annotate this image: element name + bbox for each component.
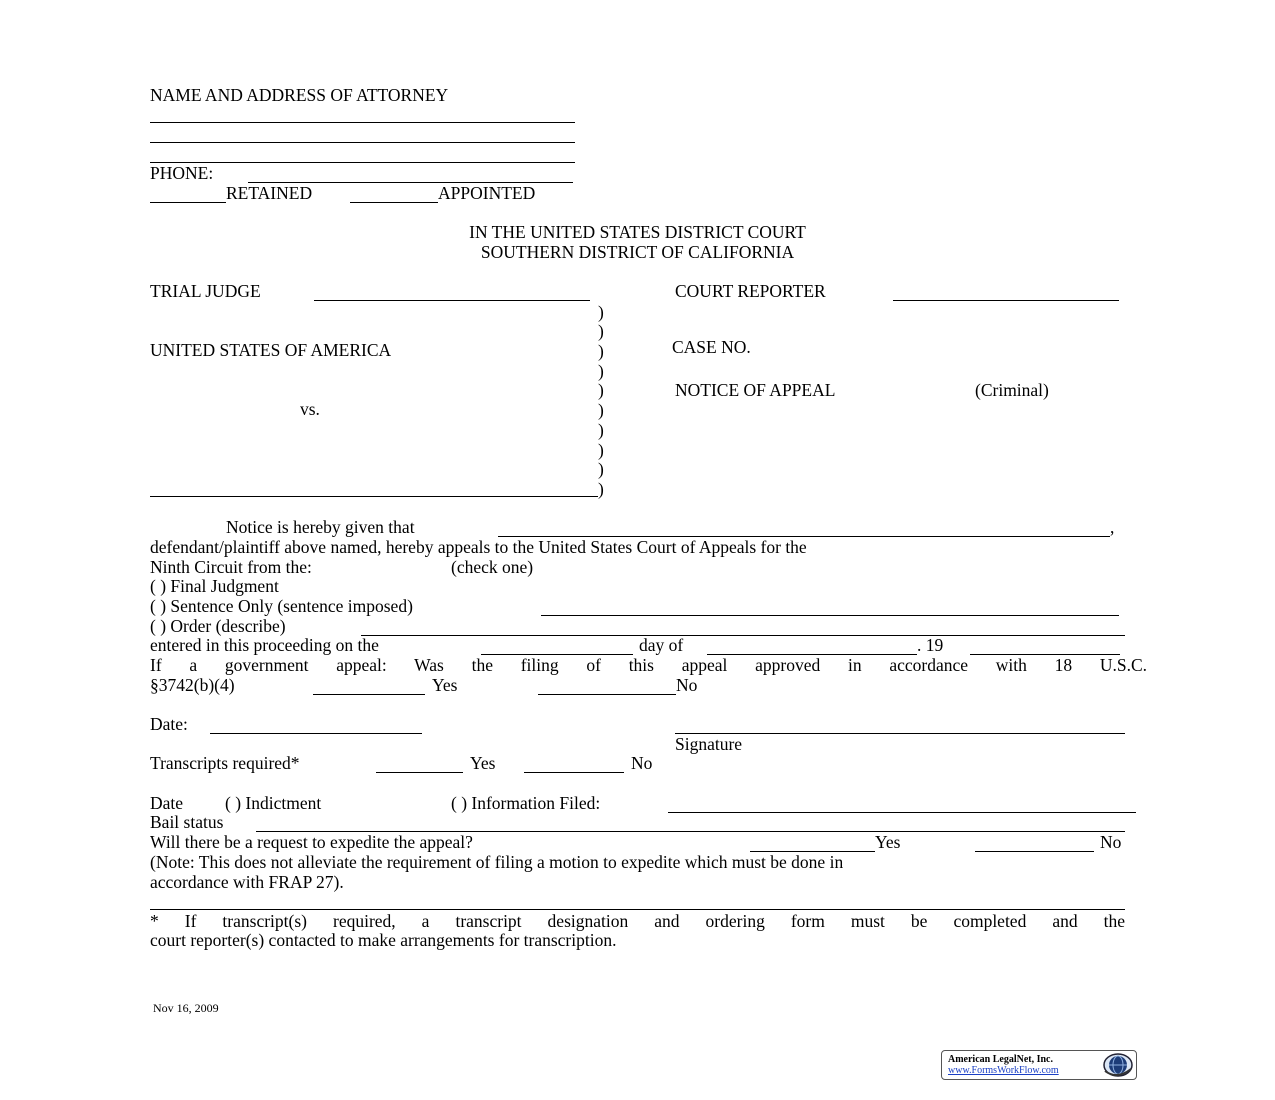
footnote-line-1: * If transcript(s) required, a transcript designation and ordering form must be completed and the	[150, 911, 1125, 931]
court-reporter-label: COURT REPORTER	[675, 281, 826, 301]
footnote-line-2: court reporter(s) contacted to make arrangements for transcription.	[150, 930, 617, 950]
appointed-label: APPOINTED	[438, 183, 536, 203]
footnote-separator	[150, 909, 1125, 910]
logo-url-link[interactable]: www.FormsWorkFlow.com	[948, 1065, 1059, 1076]
attorney-heading: NAME AND ADDRESS OF ATTORNEY	[150, 85, 449, 105]
indictment-option[interactable]: ( ) Indictment	[225, 793, 322, 813]
document-type: (Criminal)	[975, 380, 1049, 400]
transcripts-no: No	[631, 753, 653, 773]
footer-date: Nov 16, 2009	[153, 1001, 219, 1015]
sentence-field[interactable]	[541, 615, 1119, 616]
transcripts-yes-blank[interactable]	[376, 772, 463, 773]
caption-paren: )	[598, 341, 604, 361]
information-filed-option[interactable]: ( ) Information Filed:	[451, 793, 601, 813]
date-field[interactable]	[210, 733, 422, 734]
transcripts-yes: Yes	[470, 753, 496, 773]
document-title: NOTICE OF APPEAL	[675, 380, 836, 400]
option-final-judgment[interactable]: ( ) Final Judgment	[150, 576, 279, 596]
globe-icon	[1101, 1052, 1133, 1078]
entered-prefix: entered in this proceeding on the	[150, 635, 379, 655]
plaintiff-name: UNITED STATES OF AMERICA	[150, 340, 392, 360]
year-prefix: . 19	[917, 635, 944, 655]
appeals-line: defendant/plaintiff above named, hereby appeals to the United States Court of Appeals for the	[150, 537, 807, 557]
court-line-2: SOUTHERN DISTRICT OF CALIFORNIA	[480, 242, 795, 262]
bail-status-label: Bail status	[150, 812, 224, 832]
order-description-field[interactable]	[361, 635, 1125, 636]
gov-appeal-yes-blank[interactable]	[313, 694, 425, 695]
case-no-label: CASE NO.	[672, 337, 751, 357]
attorney-line-3[interactable]	[150, 162, 575, 163]
signature-label: Signature	[675, 734, 743, 754]
attorney-line-1[interactable]	[150, 122, 575, 123]
statute-reference: §3742(b)(4)	[150, 675, 235, 695]
caption-paren: )	[598, 361, 604, 381]
information-filed-field[interactable]	[668, 812, 1136, 813]
day-of-label: day of	[639, 635, 684, 655]
retained-blank[interactable]	[150, 202, 226, 203]
versus: vs.	[300, 399, 320, 419]
gov-appeal-yes: Yes	[432, 675, 458, 695]
gov-appeal-no: No	[676, 675, 698, 695]
comma: ,	[1110, 517, 1115, 537]
appointed-blank[interactable]	[350, 202, 438, 203]
caption-paren: )	[598, 420, 604, 440]
trial-judge-field[interactable]	[314, 300, 590, 301]
note-line-1: (Note: This does not alleviate the requirement of filing a motion to expedite which must be done in	[150, 852, 844, 872]
signature-field[interactable]	[675, 733, 1125, 734]
transcripts-no-blank[interactable]	[524, 772, 624, 773]
attorney-line-2[interactable]	[150, 142, 575, 143]
transcripts-label: Transcripts required*	[150, 753, 300, 773]
caption-paren: )	[598, 321, 604, 341]
court-reporter-field[interactable]	[893, 300, 1119, 301]
note-line-2: accordance with FRAP 27).	[150, 872, 344, 892]
filing-date-label: Date	[150, 793, 184, 813]
defendant-field[interactable]	[150, 496, 598, 497]
caption-paren: )	[598, 380, 604, 400]
caption-paren: )	[598, 302, 604, 322]
american-legalnet-logo[interactable]	[941, 1050, 1137, 1080]
option-order[interactable]: ( ) Order (describe)	[150, 616, 286, 636]
caption-paren: )	[598, 440, 604, 460]
expedite-no-blank[interactable]	[975, 851, 1094, 852]
logo-company-name: American LegalNet, Inc.	[948, 1054, 1053, 1065]
expedite-question: Will there be a request to expedite the appeal?	[150, 832, 473, 852]
caption-paren: )	[598, 459, 604, 479]
expedite-no: No	[1100, 832, 1122, 852]
gov-appeal-no-blank[interactable]	[538, 694, 676, 695]
retained-label: RETAINED	[226, 183, 313, 203]
caption-paren: )	[598, 400, 604, 420]
ninth-circuit: Ninth Circuit from the:	[150, 557, 312, 577]
trial-judge-label: TRIAL JUDGE	[150, 281, 261, 301]
option-sentence-only[interactable]: ( ) Sentence Only (sentence imposed)	[150, 596, 413, 616]
court-line-1: IN THE UNITED STATES DISTRICT COURT	[469, 222, 806, 242]
expedite-yes: Yes	[875, 832, 901, 852]
date-label: Date:	[150, 714, 188, 734]
caption-paren: )	[598, 479, 604, 499]
gov-appeal-question: If a government appeal: Was the filing of this appeal approved in accordance with 18 U.S.C.	[150, 655, 1147, 675]
notice-intro: Notice is hereby given that	[226, 517, 415, 537]
check-one: (check one)	[451, 557, 534, 577]
phone-label: PHONE:	[150, 163, 214, 183]
